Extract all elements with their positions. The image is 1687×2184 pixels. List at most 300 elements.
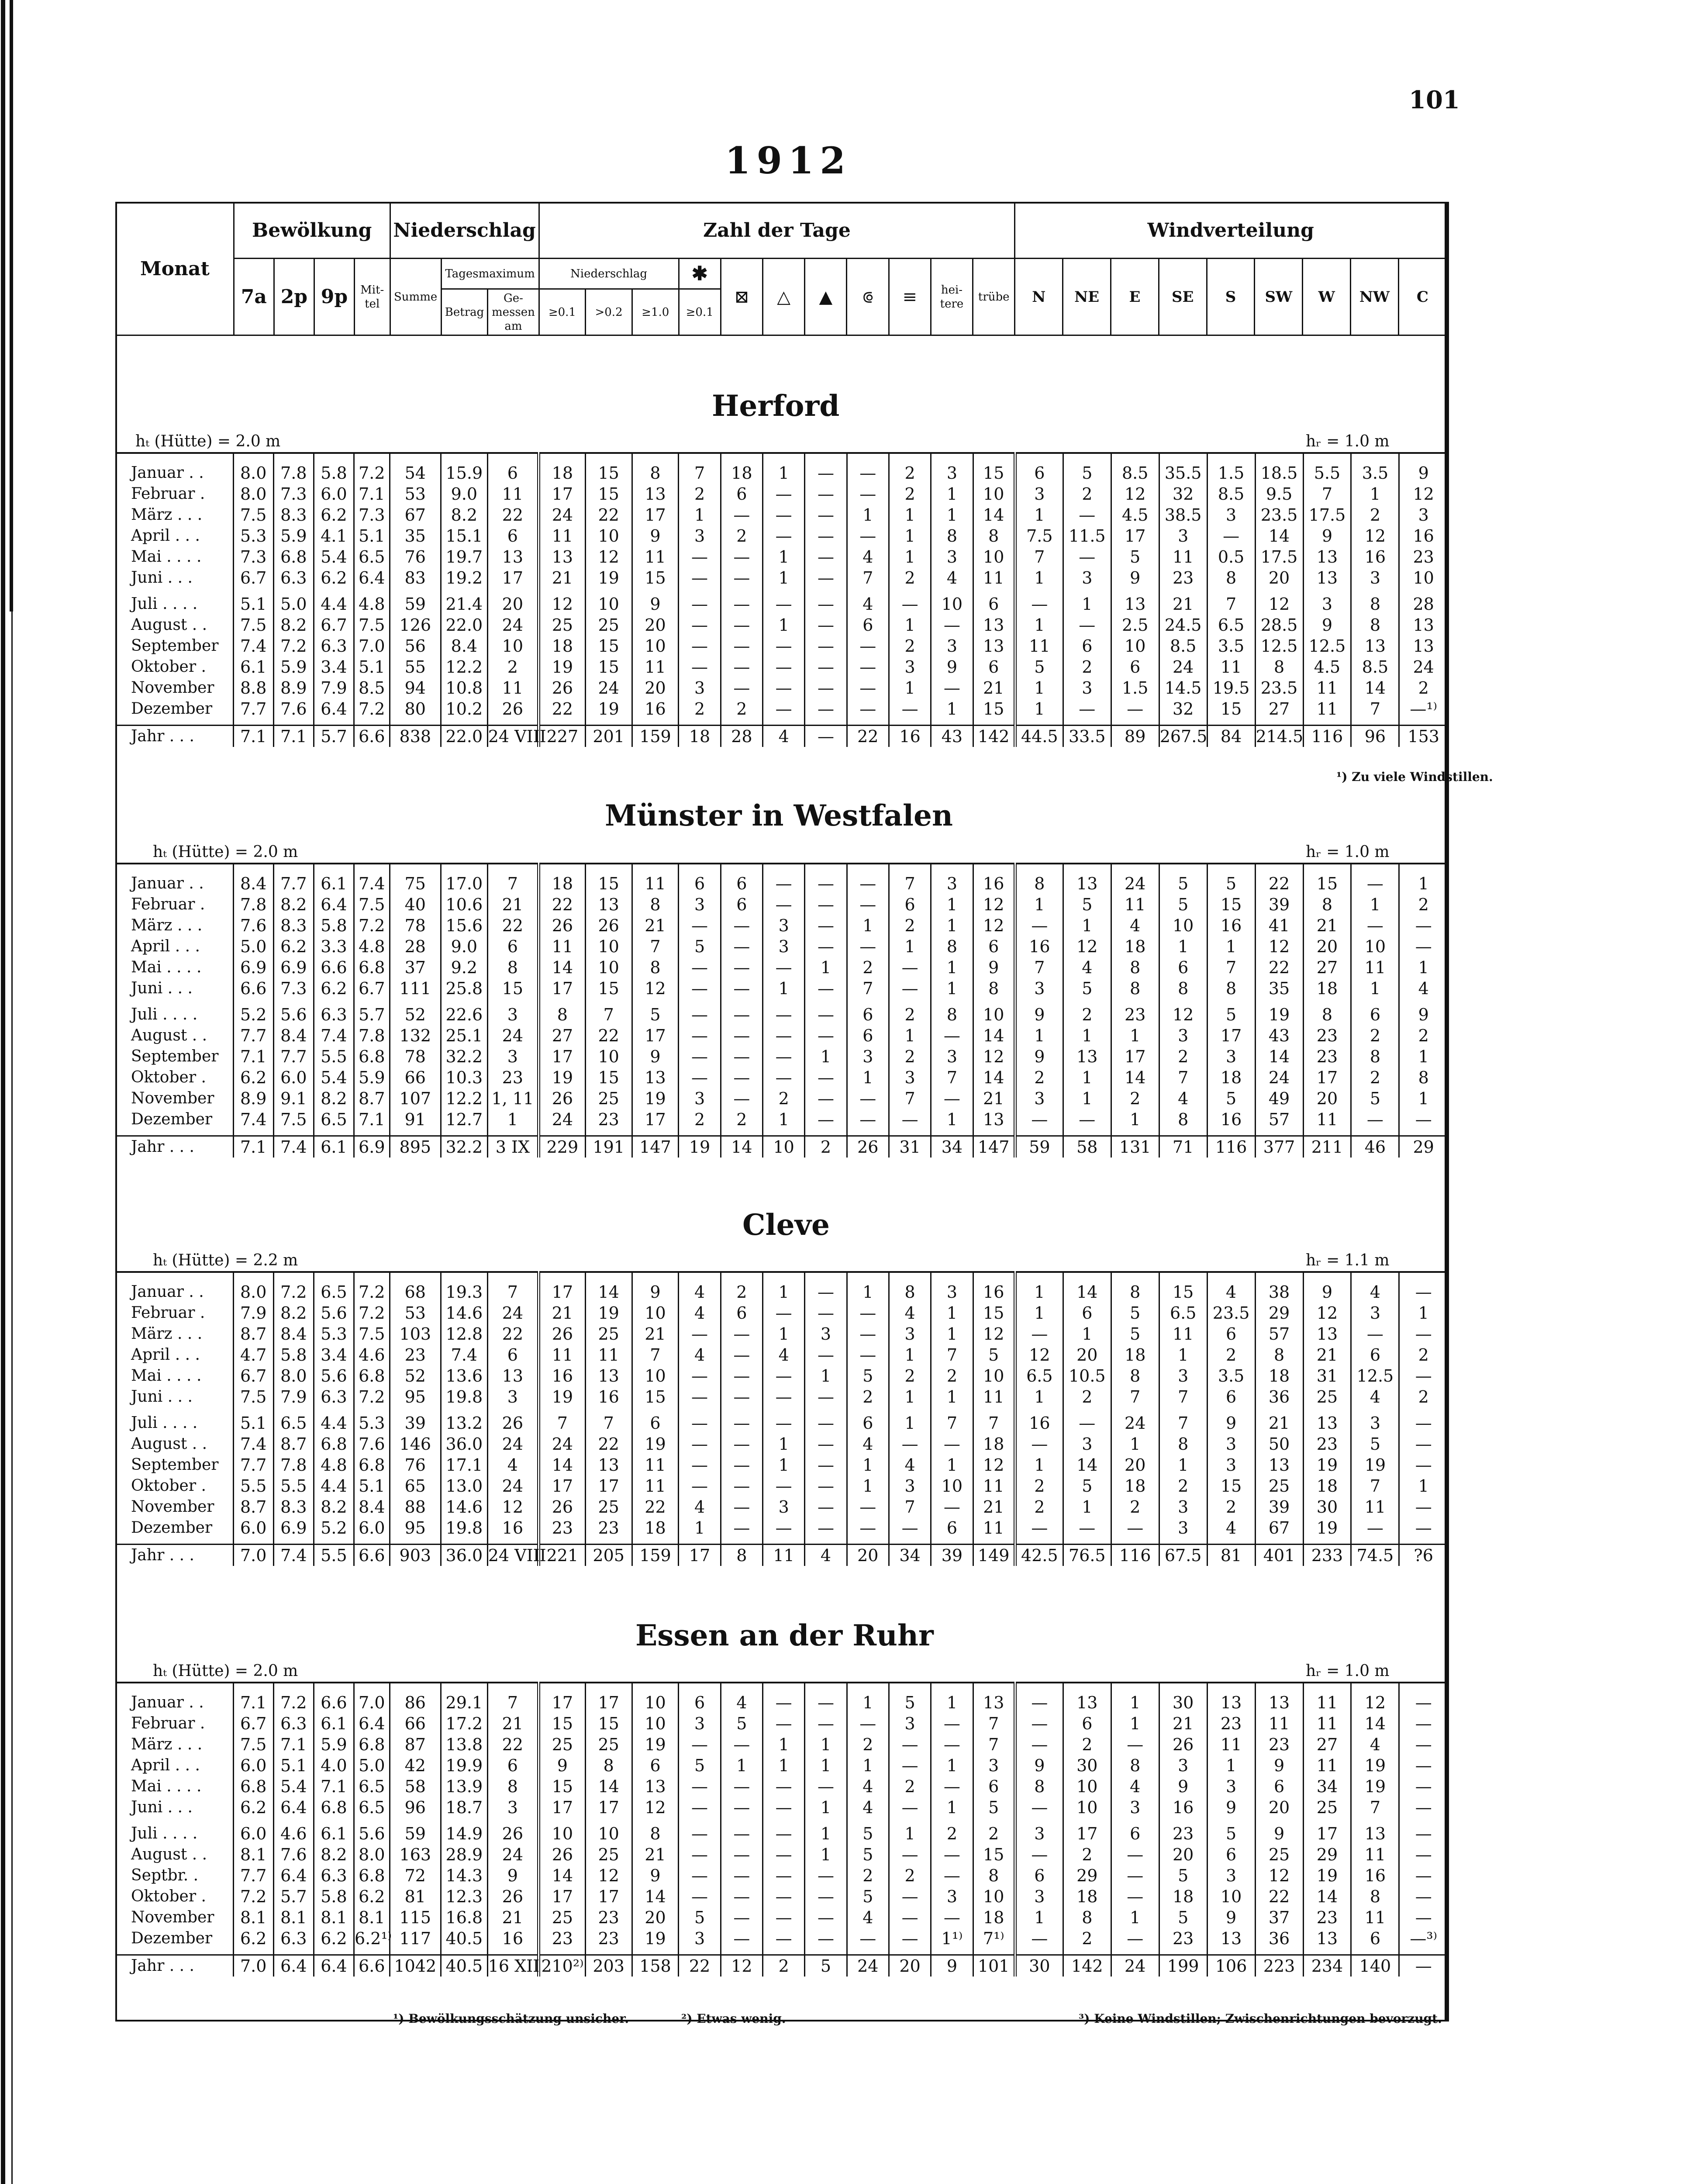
table-cell: 6 [847, 1413, 889, 1434]
table-cell: 59 [1015, 1136, 1063, 1158]
table-cell: 2 [889, 1776, 931, 1797]
table-cell: 13 [973, 1688, 1015, 1713]
table-cell: 7.9 [233, 1303, 273, 1324]
table-cell: 3 [1207, 1776, 1255, 1797]
table-cell: 7 [679, 458, 721, 484]
table-cell: 8 [1159, 978, 1207, 999]
table-cell: — [805, 1303, 847, 1324]
table-cell: 10.3 [441, 1067, 487, 1088]
month-label: Septbr. . [131, 1866, 199, 1884]
table-cell: 3 [1159, 1496, 1207, 1517]
table-cell: 23.5 [1255, 505, 1303, 525]
table-cell: 8.9 [273, 677, 314, 698]
table-cell: 10.6 [441, 894, 487, 915]
table-cell: 22 [585, 1025, 632, 1046]
table-cell: — [679, 657, 721, 677]
table-cell: 13.6 [441, 1365, 487, 1386]
table-cell: 13.9 [441, 1776, 487, 1797]
table-cell: 7 [889, 1088, 931, 1109]
table-cell: 24 [1111, 869, 1159, 894]
table-cell: 29 [1399, 1136, 1447, 1158]
table-cell: 27 [1303, 1734, 1351, 1755]
table-cell: — [847, 1109, 889, 1130]
table-cell: 1 [931, 1303, 973, 1324]
table-cell: 7.3 [273, 978, 314, 999]
table-cell: 6.5 [314, 1277, 354, 1303]
table-cell: 10 [763, 1136, 805, 1158]
table-cell: — [931, 1434, 973, 1455]
table-cell: 3 [889, 1067, 931, 1088]
table-cell: 7.6 [273, 698, 314, 719]
table-cell: — [1015, 1688, 1063, 1713]
table-cell: 8 [931, 525, 973, 546]
table-cell: 401 [1255, 1545, 1303, 1566]
table-cell: 15 [585, 636, 632, 657]
table-cell: 12 [1303, 1303, 1351, 1324]
table-cell: 8.2 [441, 505, 487, 525]
table-cell: 13 [1207, 1688, 1255, 1713]
table-cell: 17 [632, 1025, 679, 1046]
table-cell: 24 [538, 1434, 585, 1455]
table-cell: 1 [889, 615, 931, 636]
table-cell: 7.0 [233, 1955, 273, 1977]
table-cell: 1 [889, 505, 931, 525]
table-cell: 35 [1255, 978, 1303, 999]
table-cell: 12 [973, 915, 1015, 936]
table-cell: 8.0 [233, 484, 273, 505]
table-cell: 1 [721, 1755, 762, 1776]
table-cell: 5.5 [233, 1476, 273, 1496]
hail-triangle-icon: △ [763, 259, 805, 335]
table-cell: 44.5 [1015, 726, 1063, 747]
table-cell: 6.5 [314, 1109, 354, 1130]
table-cell: 1 [1015, 1907, 1063, 1928]
page-edge-binding [0, 0, 19, 2184]
table-cell: 54 [390, 458, 441, 484]
table-cell: 23 [585, 1928, 632, 1949]
table-cell: 11 [632, 546, 679, 567]
table-cell: 6.4 [273, 1865, 314, 1886]
table-cell: 12.7 [441, 1109, 487, 1130]
table-cell: 12 [973, 894, 1015, 915]
table-cell: — [679, 1386, 721, 1407]
table-cell: 9.2 [441, 957, 487, 978]
table-cell: 53 [390, 484, 441, 505]
table-cell: 10 [585, 936, 632, 957]
table-cell: — [889, 594, 931, 615]
table-cell: 6.5 [1159, 1303, 1207, 1324]
table-cell: 15 [632, 1386, 679, 1407]
table-cell: 13 [973, 636, 1015, 657]
table-cell: 111 [390, 978, 441, 999]
table-cell: 1 [1351, 978, 1399, 999]
table-cell: 6 [679, 1688, 721, 1713]
table-cell: 1 [805, 1844, 847, 1865]
table-cell: 5 [1159, 894, 1207, 915]
table-cell: 3 [763, 936, 805, 957]
table-cell: 19.7 [441, 546, 487, 567]
table-cell: 1 [679, 1517, 721, 1538]
table-cell: — [805, 1455, 847, 1476]
table-cell: 142 [973, 726, 1015, 747]
table-cell: 8 [1111, 1755, 1159, 1776]
table-cell: 10 [632, 1688, 679, 1713]
table-cell: 7.8 [273, 458, 314, 484]
table-cell: 8 [1207, 567, 1255, 588]
table-cell: 12 [973, 1455, 1015, 1476]
table-cell: 6.4 [314, 698, 354, 719]
station-hut-height: hₜ (Hütte) = 2.0 m [153, 1662, 298, 1680]
table-cell: 8 [1351, 594, 1399, 615]
station-rain-gauge-height: hᵣ = 1.0 m [1306, 432, 1390, 450]
table-cell: 10 [931, 594, 973, 615]
table-cell: 6.8 [233, 1776, 273, 1797]
table-cell: 7.4 [273, 1545, 314, 1566]
table-cell: 6.5 [354, 546, 390, 567]
table-cell: 19 [1303, 1865, 1351, 1886]
table-cell: 8.7 [354, 1088, 390, 1109]
table-row [115, 1776, 1447, 1797]
table-cell: 6 [1015, 458, 1063, 484]
table-cell: 36.0 [441, 1545, 487, 1566]
month-label: Jahr . . . [115, 1545, 233, 1566]
header-star-ge01: ≥0.1 [679, 289, 721, 335]
table-cell: 12.3 [441, 1886, 487, 1907]
table-row [115, 636, 1447, 657]
table-cell: 10 [1111, 636, 1159, 657]
table-cell: 10 [1399, 567, 1447, 588]
table-cell: 2 [847, 1386, 889, 1407]
table-cell: 23 [1159, 1823, 1207, 1844]
table-cell: — [889, 1517, 931, 1538]
table-cell: 23 [487, 1067, 538, 1088]
table-cell: — [1063, 1109, 1111, 1130]
table-cell: 7 [538, 1413, 585, 1434]
table-cell: 11 [585, 1344, 632, 1365]
table-cell: 18 [1207, 1067, 1255, 1088]
table-cell: — [805, 1907, 847, 1928]
table-cell: 6.0 [273, 1067, 314, 1088]
table-cell: 13 [1351, 1823, 1399, 1844]
table-cell: 6.8 [314, 1797, 354, 1818]
table-cell: — [805, 915, 847, 936]
table-cell: 5.8 [273, 1344, 314, 1365]
table-cell: 8 [1351, 1046, 1399, 1067]
month-label: Juli . . . . [131, 595, 198, 613]
table-cell: 9 [1111, 567, 1159, 588]
table-cell: 11 [632, 869, 679, 894]
month-label: Mai . . . . [131, 958, 202, 976]
table-cell: — [805, 484, 847, 505]
table-cell: 13 [973, 615, 1015, 636]
table-cell: 5.2 [233, 1004, 273, 1025]
table-cell: 1 [889, 936, 931, 957]
header-ge10: ≥1.0 [632, 289, 679, 335]
table-cell: 13 [1303, 1928, 1351, 1949]
table-row [115, 894, 1447, 915]
table-cell: 1 [847, 915, 889, 936]
table-cell: 4.4 [314, 1413, 354, 1434]
table-cell: 13 [585, 1455, 632, 1476]
table-cell: 12 [721, 1955, 762, 1977]
table-cell: 10 [487, 636, 538, 657]
table-cell: — [763, 698, 805, 719]
table-cell: 11 [1207, 657, 1255, 677]
table-cell: 15 [585, 978, 632, 999]
table-cell: 71 [1159, 1136, 1207, 1158]
table-cell: 1 [1015, 894, 1063, 915]
table-row [115, 615, 1447, 636]
table-cell: 8.0 [354, 1844, 390, 1865]
table-cell: 267.5 [1159, 726, 1207, 747]
table-cell: 1 [847, 1476, 889, 1496]
table-cell: 66 [390, 1067, 441, 1088]
table-cell: — [721, 1734, 762, 1755]
table-cell: 4 [889, 1455, 931, 1476]
table-cell: — [1399, 1713, 1447, 1734]
table-cell: — [679, 1797, 721, 1818]
table-cell: 13 [538, 546, 585, 567]
table-cell: — [679, 915, 721, 936]
table-cell: 31 [1303, 1365, 1351, 1386]
table-cell: 17 [632, 505, 679, 525]
table-cell: — [805, 1928, 847, 1949]
table-cell: 5 [1063, 978, 1111, 999]
table-cell: 29.1 [441, 1688, 487, 1713]
table-cell: 14 [585, 1277, 632, 1303]
table-cell: 14 [973, 1067, 1015, 1088]
table-cell: 1 [1399, 1476, 1447, 1496]
table-cell: 1 [1015, 567, 1063, 588]
table-cell: 12 [1111, 484, 1159, 505]
table-cell: 17 [538, 484, 585, 505]
table-cell: 39 [1255, 1496, 1303, 1517]
table-cell: 3 [1015, 1823, 1063, 1844]
table-cell: — [805, 636, 847, 657]
table-cell: 18 [1303, 978, 1351, 999]
table-cell: 14 [1303, 1886, 1351, 1907]
table-cell: 12 [1351, 1688, 1399, 1713]
table-cell: 2 [721, 525, 762, 546]
station-rain-gauge-height: hᵣ = 1.1 m [1306, 1251, 1390, 1269]
table-cell: — [721, 1004, 762, 1025]
table-cell: 4.0 [314, 1755, 354, 1776]
table-cell: 4 [487, 1455, 538, 1476]
table-cell: — [889, 1844, 931, 1865]
table-cell: 6.4 [354, 1713, 390, 1734]
table-cell: 8 [1303, 1004, 1351, 1025]
table-cell: 6 [1063, 1713, 1111, 1734]
table-cell: 22.0 [441, 726, 487, 747]
table-cell: 74.5 [1351, 1545, 1399, 1566]
table-cell: 21 [973, 1496, 1015, 1517]
table-cell: — [1399, 1844, 1447, 1865]
table-cell: 7.2 [273, 1688, 314, 1713]
table-cell: 7 [585, 1413, 632, 1434]
table-cell: 7.5 [354, 894, 390, 915]
table-cell: — [721, 677, 762, 698]
table-cell: 3 [973, 1755, 1015, 1776]
table-row [115, 1365, 1447, 1386]
table-cell: — [763, 1688, 805, 1713]
table-cell: 7.1 [354, 484, 390, 505]
month-label: Juli . . . . [131, 1414, 198, 1432]
table-cell: 6 [721, 869, 762, 894]
table-cell: — [805, 1517, 847, 1538]
table-cell: 5 [1159, 1907, 1207, 1928]
table-cell: 7.5 [233, 615, 273, 636]
table-cell: 3 [931, 1886, 973, 1907]
table-cell: 4 [1207, 1517, 1255, 1538]
table-cell: — [721, 1797, 762, 1818]
table-cell: 23 [538, 1517, 585, 1538]
table-cell: — [763, 1046, 805, 1067]
month-label: Oktober . [131, 1887, 206, 1905]
month-label: Juni . . . [131, 1388, 193, 1406]
table-cell: — [1351, 869, 1399, 894]
table-cell: 1 [889, 1823, 931, 1844]
table-cell: 146 [390, 1434, 441, 1455]
table-row [115, 1755, 1447, 1776]
table-cell: 95 [390, 1517, 441, 1538]
table-cell: 1 [1063, 1088, 1111, 1109]
table-cell: — [679, 1734, 721, 1755]
month-label: November [131, 679, 214, 697]
station-rain-gauge-height: hᵣ = 1.0 m [1306, 843, 1390, 861]
table-cell: 17 [1303, 1067, 1351, 1088]
table-cell: 15 [585, 869, 632, 894]
table-cell: 3 [889, 657, 931, 677]
table-cell: — [1015, 1517, 1063, 1538]
table-cell: 6.3 [314, 1004, 354, 1025]
month-label: Mai . . . . [131, 548, 202, 566]
table-cell: 26 [538, 1324, 585, 1344]
table-cell: 17 [1207, 1025, 1255, 1046]
table-cell: 1 [1015, 505, 1063, 525]
header-tagesmaximum: Tagesmaximum [441, 259, 539, 289]
table-cell: — [805, 1865, 847, 1886]
table-cell: 11 [1303, 1109, 1351, 1130]
table-cell: 11 [973, 1476, 1015, 1496]
month-label: Februar . [131, 1714, 205, 1732]
table-cell: 8.1 [273, 1907, 314, 1928]
table-row [115, 869, 1447, 894]
table-cell: 19.8 [441, 1386, 487, 1407]
table-cell: 11 [632, 657, 679, 677]
header-bewoelkung: Bewölkung [234, 203, 390, 259]
table-cell: 15 [973, 698, 1015, 719]
table-cell: 23 [1303, 1046, 1351, 1067]
station-title: Herford [712, 389, 840, 423]
table-cell: 11 [538, 1344, 585, 1365]
table-cell: 24 VIII [487, 726, 538, 747]
table-cell: 6 [973, 1776, 1015, 1797]
table-cell: 65 [390, 1476, 441, 1496]
table-cell: — [679, 957, 721, 978]
table-cell: 2 [679, 698, 721, 719]
station-data-table [115, 863, 1447, 1158]
table-cell: 13 [1255, 1455, 1303, 1476]
table-cell: 11 [1255, 1713, 1303, 1734]
table-cell: — [889, 957, 931, 978]
table-cell: 1 [763, 1324, 805, 1344]
table-cell: — [847, 1324, 889, 1344]
table-cell: 6.7 [233, 1713, 273, 1734]
table-cell: — [847, 1088, 889, 1109]
table-cell: 23 [585, 1109, 632, 1130]
table-cell: 10 [632, 1303, 679, 1324]
table-cell: 6.9 [233, 957, 273, 978]
table-cell: 30 [1015, 1955, 1063, 1977]
table-cell: 30 [1063, 1755, 1111, 1776]
table-cell: 17 [487, 567, 538, 588]
table-cell: 8.2 [273, 1303, 314, 1324]
table-cell: 8.7 [233, 1496, 273, 1517]
table-cell: — [1111, 1517, 1159, 1538]
table-cell: 2 [1111, 1496, 1159, 1517]
table-cell: 24 [487, 1844, 538, 1865]
table-cell: 6 [1015, 1865, 1063, 1886]
table-cell: 1 [889, 1413, 931, 1434]
table-cell: 15 [1207, 1476, 1255, 1496]
table-cell: 5 [1207, 1004, 1255, 1025]
table-cell: 9 [632, 1046, 679, 1067]
table-cell: — [1399, 1907, 1447, 1928]
table-cell: 7.3 [273, 484, 314, 505]
table-cell: — [721, 1907, 762, 1928]
table-cell: 1 [889, 677, 931, 698]
thunderstorm-icon: ⟃ [847, 259, 889, 335]
table-cell: 42 [390, 1755, 441, 1776]
table-cell: 7.3 [233, 546, 273, 567]
table-cell: 20 [1159, 1844, 1207, 1865]
table-cell: — [763, 869, 805, 894]
table-cell: 5.4 [314, 546, 354, 567]
table-cell: 2 [1015, 1496, 1063, 1517]
table-cell: 3 [889, 1476, 931, 1496]
table-cell: 8 [1399, 1067, 1447, 1088]
table-cell: 18 [1111, 936, 1159, 957]
table-cell: 11 [487, 484, 538, 505]
table-cell: — [1351, 915, 1399, 936]
table-row [115, 1434, 1447, 1455]
table-cell: 15 [973, 1303, 1015, 1324]
table-cell: 116 [1111, 1545, 1159, 1566]
table-cell: — [679, 1823, 721, 1844]
month-label: Dezember [131, 1519, 213, 1537]
table-cell: 9 [931, 657, 973, 677]
table-cell: 24 [1111, 1413, 1159, 1434]
table-cell: 8 [931, 936, 973, 957]
month-label: Februar . [131, 1304, 205, 1322]
table-cell: 34 [931, 1136, 973, 1158]
header-wind-c: C [1398, 259, 1446, 335]
table-cell: 8 [632, 894, 679, 915]
table-cell: 4 [679, 1496, 721, 1517]
table-cell: — [1111, 1734, 1159, 1755]
table-cell: 15 [585, 1713, 632, 1734]
table-cell: 18 [973, 1434, 1015, 1455]
table-cell: 223 [1255, 1955, 1303, 1977]
table-cell: 14.9 [441, 1823, 487, 1844]
table-cell: 35 [390, 525, 441, 546]
year-total-row [115, 1955, 1447, 1977]
table-cell: 46 [1351, 1136, 1399, 1158]
table-cell: 12 [1159, 1004, 1207, 1025]
table-cell: 377 [1255, 1136, 1303, 1158]
table-cell: 3 [1399, 505, 1447, 525]
table-cell: — [847, 677, 889, 698]
